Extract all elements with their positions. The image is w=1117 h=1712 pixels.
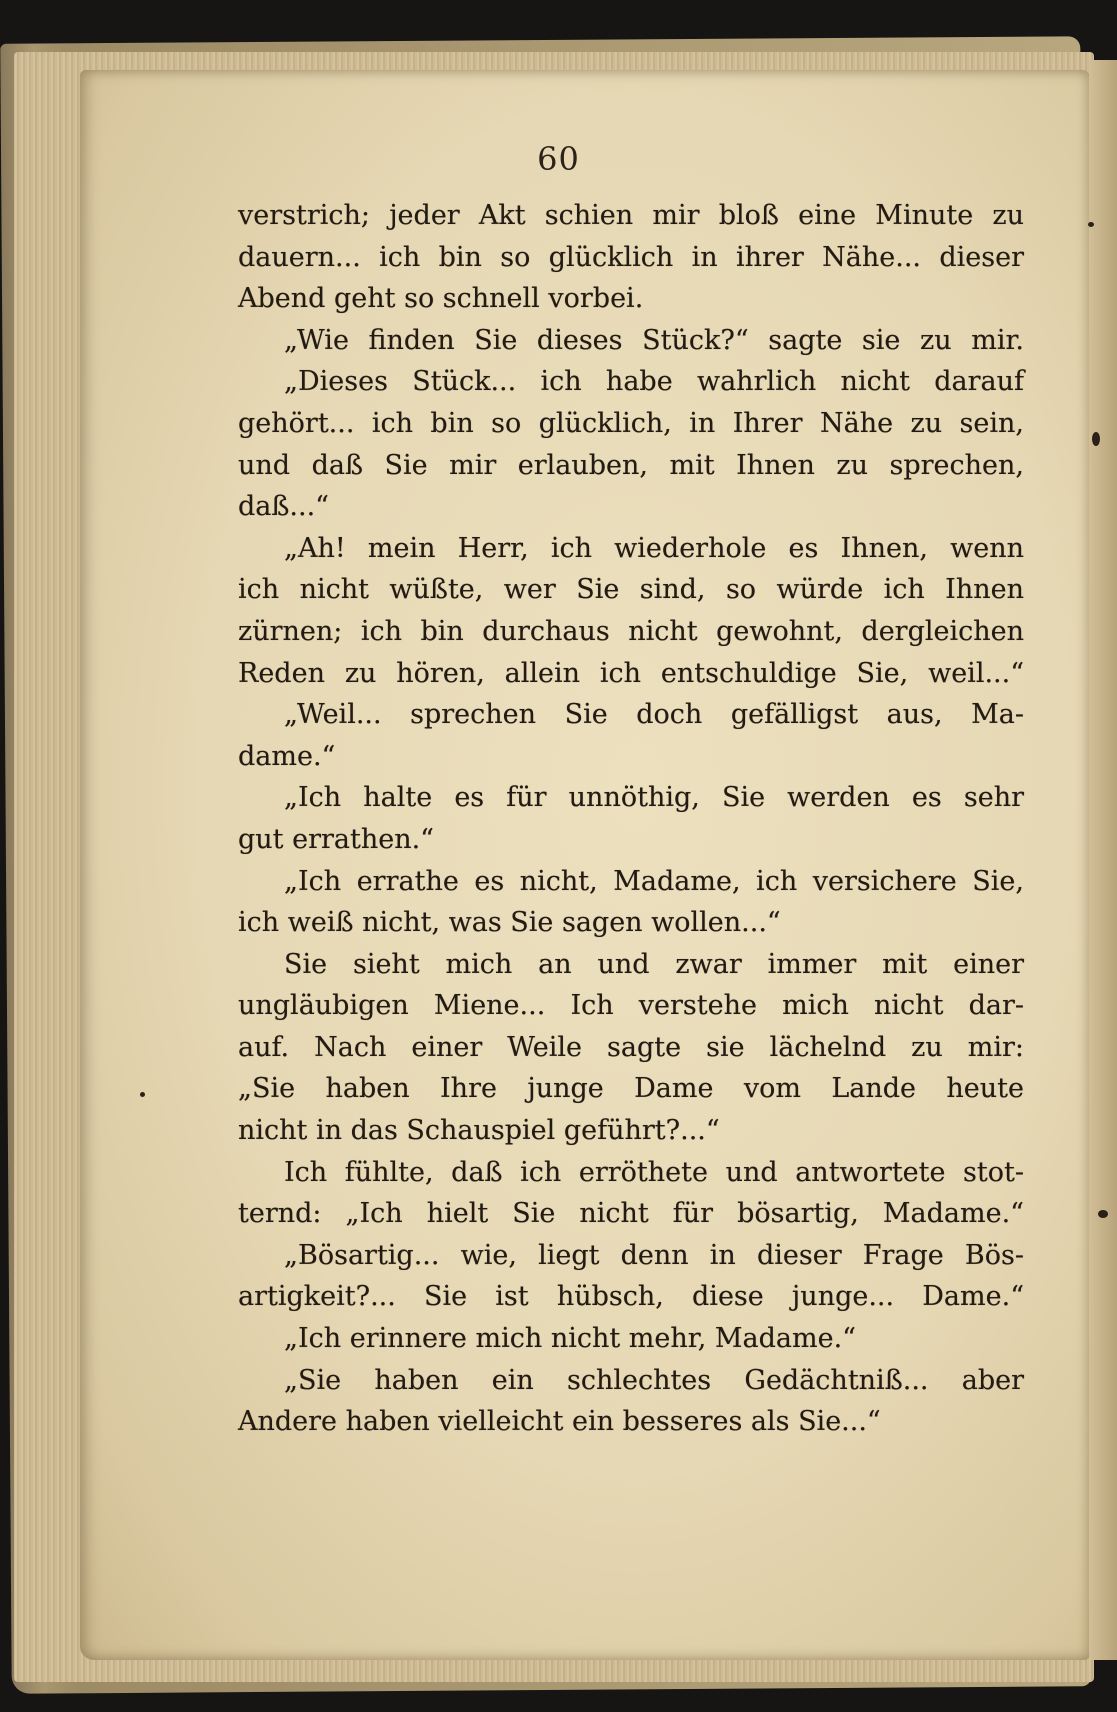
text-line: verstrich; jeder Akt schien mir bloß eine Minute zu [238,200,1024,231]
text-line: und daß Sie mir erlauben, mit Ihnen zu sprechen, [238,449,1024,481]
body-text [238,195,1024,1443]
page-right-margin [1089,60,1117,1660]
text-line: nicht in das Schauspiel geführt?...“ [238,1115,720,1147]
text-line: „Ich errathe es nicht, Madame, ich versichere Sie, [284,865,1024,897]
text-line: Sie sieht mich an und zwar immer mit einer [284,948,1024,980]
text-line: zürnen; ich bin durchaus nicht gewohnt, dergleichen [238,615,1024,647]
text-line: gut errathen.“ [238,823,434,855]
text-line: „Ah! mein Herr, ich wiederhole es Ihnen, wenn [284,532,1024,564]
ink-speck [1092,432,1100,446]
text-line: Abend geht so schnell vorbei. [238,283,644,315]
text-line: artigkeit?... Sie ist hübsch, diese junge... Dame.“ [238,1281,1024,1313]
text-line: auf. Nach einer Weile sagte sie lächelnd zu mir: [238,1031,1024,1063]
text-line: Ich fühlte, daß ich erröthete und antwortete stot- [284,1156,1024,1188]
text-line: gehört... ich bin so glücklich, in Ihrer Nähe zu sein, [238,407,1024,439]
text-line: „Ich erinnere mich nicht mehr, Madame.“ [284,1323,856,1355]
text-line: Andere haben vielleicht ein besseres als Sie...“ [238,1406,881,1438]
text-line: „Wie finden Sie dieses Stück?“ sagte sie zu mir. [284,324,1024,356]
text-line: „Sie haben ein schlechtes Gedächtniß... aber [284,1364,1024,1396]
ink-speck [1088,222,1094,227]
text-line: „Ich halte es für unnöthig, Sie werden es sehr [284,782,1024,814]
text-line: ich weiß nicht, was Sie sagen wollen...“ [238,907,781,939]
text-line: „Dieses Stück... ich habe wahrlich nicht darauf [284,366,1024,398]
ink-speck [140,1092,145,1097]
text-line: „Bösartig... wie, liegt denn in dieser Frage Bös- [284,1239,1024,1271]
text-line: ternd: „Ich hielt Sie nicht für bösartig, Madame.“ [238,1198,1024,1230]
text-line: ungläubigen Miene... Ich verstehe mich nicht dar- [238,990,1024,1022]
text-line: daß...“ [238,491,329,523]
text-line: „Sie haben Ihre junge Dame vom Lande heute [238,1073,1024,1105]
page-number: 60 [537,140,580,178]
text-line: dauern... ich bin so glücklich in ihrer Nähe... dieser [238,241,1024,273]
text-line: „Weil... sprechen Sie doch gefälligst aus, Ma- [284,699,1024,731]
ink-speck [1098,1210,1108,1218]
text-line: ich nicht wüßte, wer Sie sind, so würde ich Ihnen [238,574,1024,606]
text-line: Reden zu hören, allein ich entschuldige Sie, weil...“ [238,657,1024,689]
text-line: dame.“ [238,740,336,772]
